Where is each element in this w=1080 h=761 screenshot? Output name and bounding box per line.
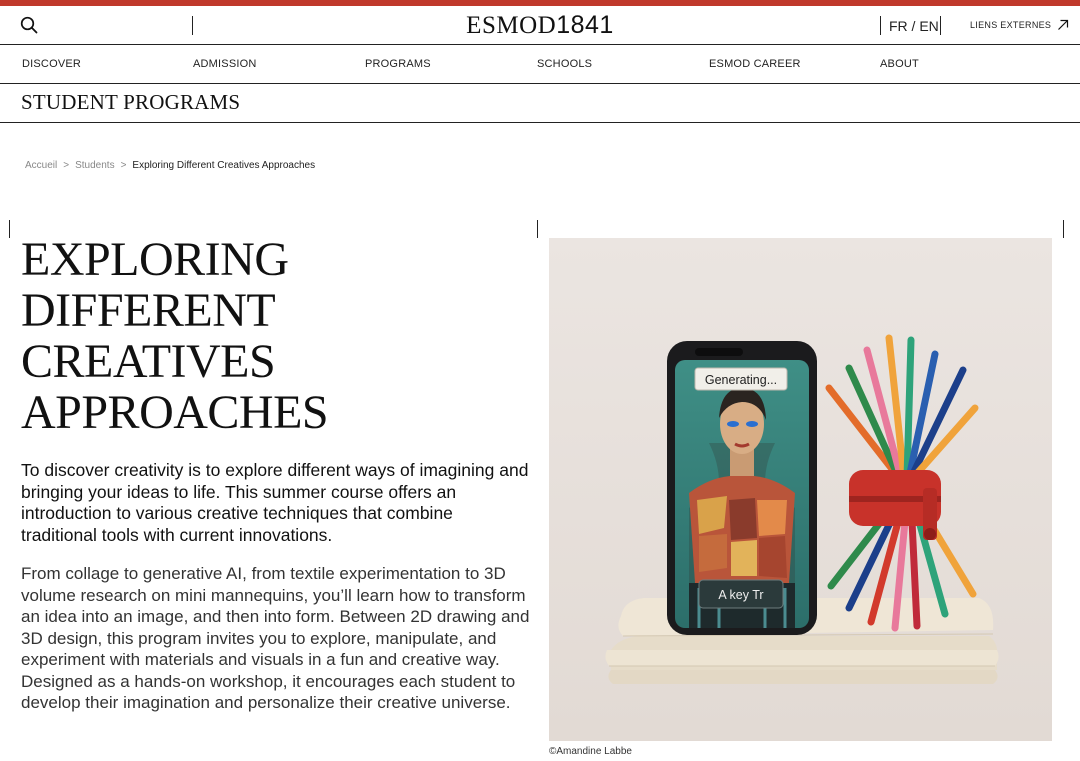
breadcrumb-separator: > — [63, 160, 70, 171]
hero-image — [549, 238, 1052, 741]
header-divider-lang-left — [880, 16, 881, 35]
nav-programs[interactable]: PROGRAMS — [365, 58, 431, 70]
smartphone — [667, 341, 817, 635]
main-nav — [0, 45, 1080, 84]
breadcrumb-home[interactable]: Accueil — [25, 160, 58, 171]
external-links-button[interactable] — [970, 19, 1069, 31]
image-caption: ©Amandine Labbe — [549, 746, 632, 757]
language-switch[interactable]: FR / EN — [889, 18, 939, 34]
logo-wordmark: ESMOD — [466, 12, 557, 39]
header-divider-lang-right — [940, 16, 941, 35]
breadcrumb-students[interactable]: Students — [75, 160, 115, 171]
section-bar — [0, 84, 1080, 123]
nav-admission[interactable]: ADMISSION — [193, 58, 257, 70]
article-body: From collage to generative AI, from textile experimentation to 3D volume research on mini mannequins, you’ll learn how to transform an idea into an image, and then into form. Between 2D drawing and 3D design, this program invites you to explore, manipulate, and experiment with materials and visuals in a fun and creative way. Designed as a hands-on workshop, it encourages each student to develop their imagination and personalize their creative universe. — [21, 564, 530, 712]
nav-esmod-career[interactable]: ESMOD CAREER — [709, 58, 801, 70]
page-title: EXPLORING DIFFERENT CREATIVES APPROACHES — [21, 233, 329, 439]
external-links-label: LIENS EXTERNES — [970, 20, 1052, 30]
breadcrumb-separator: > — [120, 160, 127, 171]
hero-illustration — [549, 238, 1052, 741]
breadcrumb — [25, 160, 315, 171]
column-tick — [9, 220, 10, 238]
logo-year: 1841 — [556, 11, 614, 39]
breadcrumb-current: Exploring Different Creatives Approaches — [132, 160, 316, 171]
column-tick — [537, 220, 538, 238]
nav-schools[interactable]: SCHOOLS — [537, 58, 593, 70]
phone-status-text: Generating... — [704, 373, 778, 387]
section-title: STUDENT PROGRAMS — [21, 90, 241, 114]
arrow-up-right-icon — [1057, 19, 1069, 31]
column-tick — [1063, 220, 1064, 238]
nav-discover[interactable]: DISCOVER — [22, 58, 82, 70]
article-lead: To discover creativity is to explore different ways of imagining and bringing your ideas to life. This summer course offers an introduction to various creative techniques that combine traditional tools with current innovations. — [21, 460, 529, 545]
site-header — [0, 6, 1080, 45]
nav-about[interactable]: ABOUT — [880, 58, 919, 70]
phone-badge-text: A key Tr — [718, 588, 764, 602]
